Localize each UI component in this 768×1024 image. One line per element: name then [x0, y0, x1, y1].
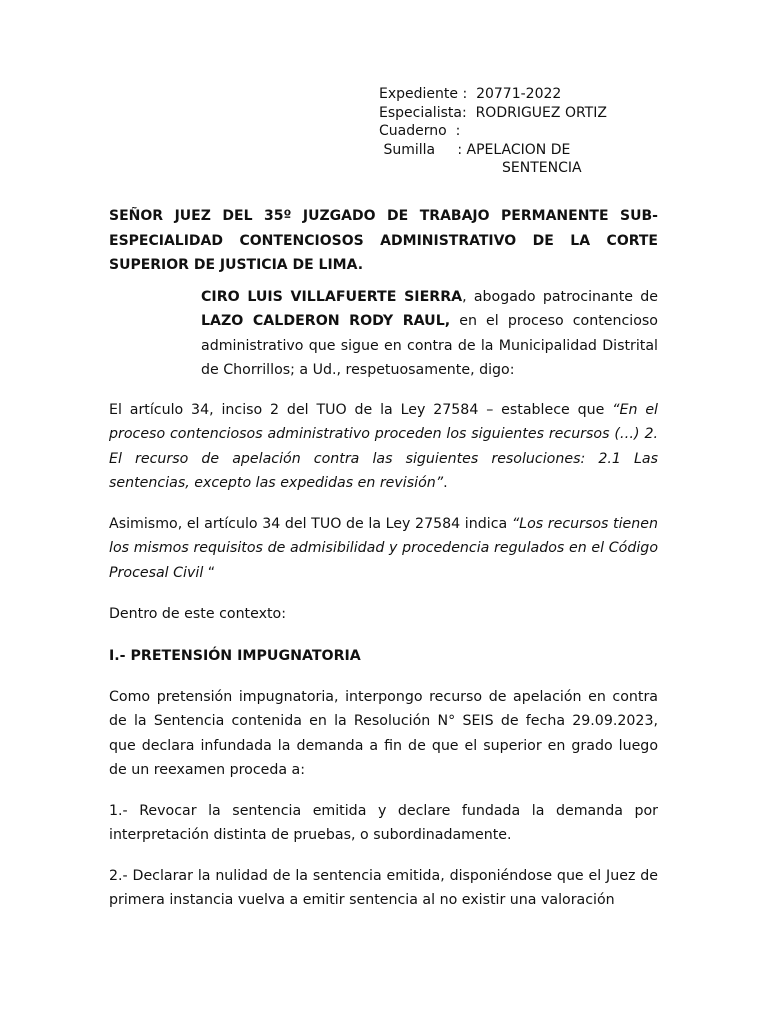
- expediente-row: [379, 85, 739, 104]
- sumilla-continuation: SENTENCIA: [502, 160, 582, 176]
- case-header: [379, 85, 739, 178]
- sumilla-row: [379, 141, 739, 160]
- list-item-2: 2.- Declarar la nulidad de la sentencia emitida, disponiéndose que el Juez de primera instancia vuelva a emitir sentencia al no existir una valoración: [109, 868, 658, 909]
- para2-quote: “Los recursos tienen los mismos requisitos de admisibilidad y procedencia regulados en el Código Procesal Civil: [109, 516, 659, 581]
- client-name: LAZO CALDERON RODY RAUL,: [201, 313, 451, 330]
- sumilla-label: Sumilla: [383, 141, 436, 158]
- especialista-label: Especialista:: [379, 104, 467, 121]
- especialista-row: [379, 104, 739, 123]
- paragraph-pretension: Como pretensión impugnatoria, interpongo recurso de apelación en contra de la Sentencia contenida en la Resolución N° SEIS de fecha 29.09.2023, que declara infundada la demanda a fin de que el superior en grado luego de un reexamen proceda a:: [109, 689, 658, 779]
- list-item-1: 1.- Revocar la sentencia emitida y declare fundada la demanda por interpretación distinta de pruebas, o subordinadamente.: [109, 803, 658, 844]
- paragraph-article-34-requisitos: [109, 512, 658, 585]
- paragraph-article-34-inciso: [109, 398, 658, 496]
- para1-quote: “En el proceso contenciosos administrativo proceden los siguientes recursos (…) 2. El recurso de apelación contra las siguientes resoluciones: 2.1 Las sentencias, excepto las expedidas en revisión”: [109, 402, 658, 492]
- intro-text-1: , abogado patrocinante de: [462, 289, 658, 305]
- paragraph-context: Dentro de este contexto:: [109, 606, 287, 622]
- expediente-label: Expediente :: [379, 86, 468, 102]
- especialista-value: RODRIGUEZ ORTIZ: [475, 104, 607, 121]
- section-heading-pretension: I.- PRETENSIÓN IMPUGNATORIA: [109, 648, 361, 664]
- para1-text: El artículo 34, inciso 2 del TUO de la Ley 27584 – establece que: [109, 402, 613, 418]
- cuaderno-row: [379, 122, 739, 141]
- para1-end: .: [443, 475, 448, 492]
- sumilla-value: : APELACION DE: [457, 141, 571, 158]
- intro-paragraph: [201, 285, 658, 383]
- addressee-heading: SEÑOR JUEZ DEL 35º JUZGADO DE TRABAJO PERMANENTE SUB-ESPECIALIDAD CONTENCIOSOS ADMINISTRATIVO DE LA CORTE SUPERIOR DE JUSTICIA DE LIMA.: [109, 208, 658, 273]
- para2-text: Asimismo, el artículo 34 del TUO de la Ley 27584 indica: [109, 516, 512, 532]
- expediente-value: 20771-2022: [476, 86, 562, 102]
- para2-end: “: [207, 564, 216, 581]
- intro-text-2: en el proceso contencioso administrativo que sigue en contra de la Municipalidad Distrital de Chorrillos; a Ud., respetuosamente, digo:: [201, 313, 658, 379]
- lawyer-name: CIRO LUIS VILLAFUERTE SIERRA: [201, 289, 463, 305]
- cuaderno-label: Cuaderno :: [379, 123, 461, 139]
